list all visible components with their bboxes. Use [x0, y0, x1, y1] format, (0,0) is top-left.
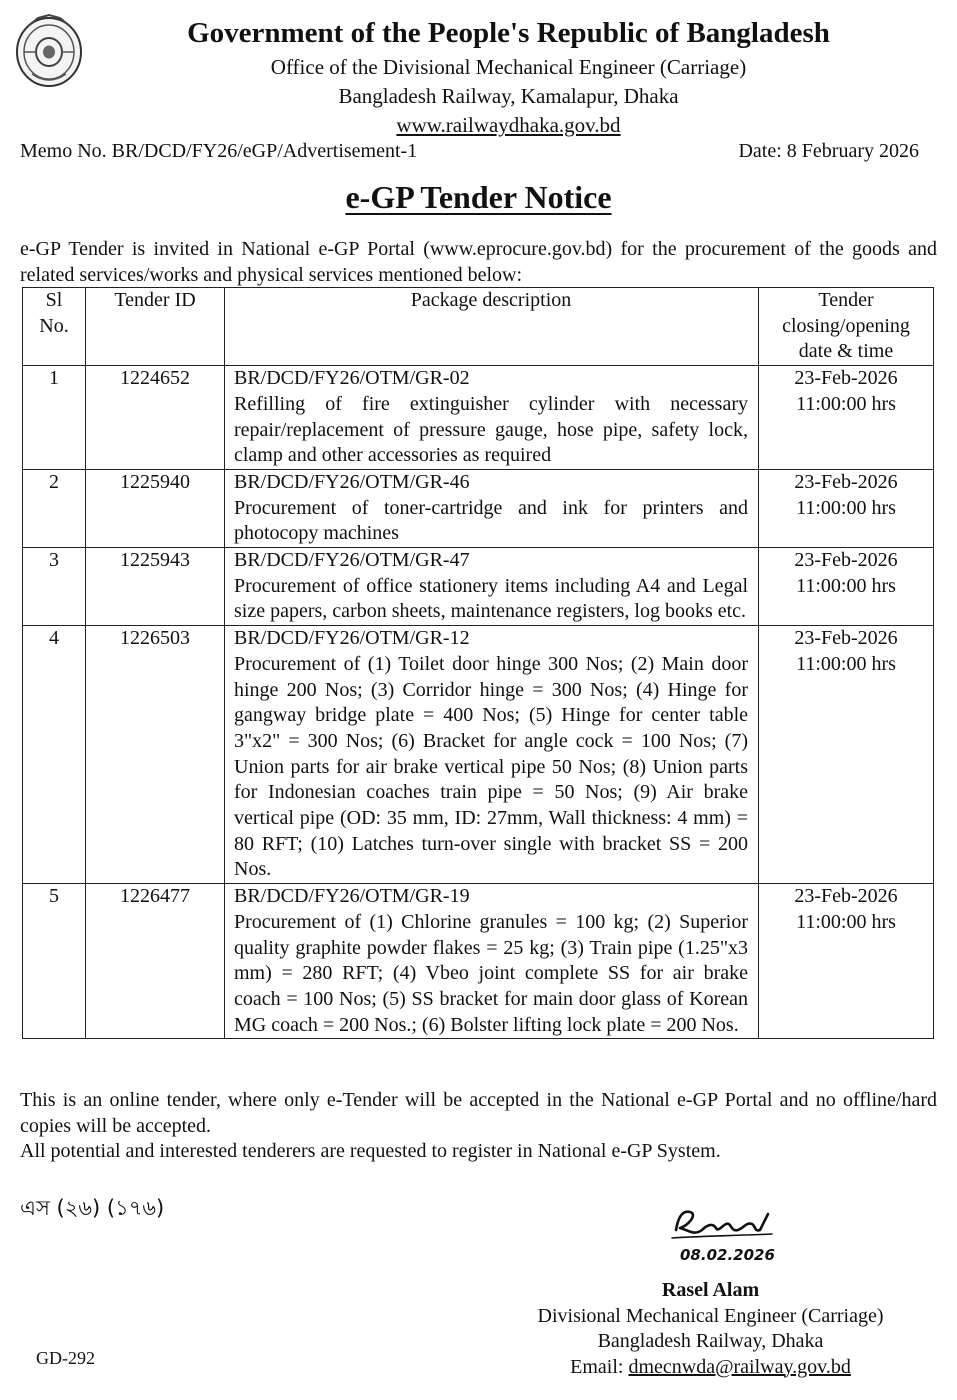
row-description [225, 884, 759, 1039]
row-sl: 3 [23, 548, 86, 626]
table-row [23, 469, 934, 547]
row-tender-id: 1226477 [86, 884, 225, 1039]
row-description [225, 548, 759, 626]
signatory-name: Rasel Alam [661, 1279, 760, 1301]
row-closing [759, 884, 934, 1039]
office-location: Bangladesh Railway, Kamalapur, Dhaka [338, 84, 679, 108]
website-link[interactable]: www.railwaydhaka.gov.bd [396, 113, 621, 137]
row-closing-date: 23-Feb-2026 [794, 627, 898, 650]
row-closing [759, 626, 934, 884]
row-sl: 2 [23, 469, 86, 547]
row-sl: 5 [23, 884, 86, 1039]
row-tender-id: 1224652 [86, 366, 225, 470]
row-package-text: Procurement of office stationery items including A4 and Legal size papers, carbon sheets, maintenance registers, log books etc. [234, 574, 748, 623]
header-sl: Sl No. [23, 288, 86, 366]
government-seal-icon [14, 12, 84, 88]
row-closing-time: 11:00:00 hrs [796, 910, 896, 933]
row-package-text: Procurement of (1) Toilet door hinge 300 Nos; (2) Main door hinge 200 Nos; (3) Corridor hinge = 300 Nos; (4) Hinge for gangway bridge plate = 400 Nos; (5) Hinge for center table 3"x2" = 300 Nos; (6) Bracket for angle cock = 100 Nos; (7) Union parts for air brake vertical pipe 50 Nos; (8) Union parts for Indonesian coaches train pipe = 50 Nos; (9) Air brake vertical pipe (OD: 35 mm, ID: 27mm, Wall thickness: 4 mm) = 80 RFT; (10) Latches turn-over single with bracket SS = 200 Nos. [234, 652, 748, 881]
row-package-code: BR/DCD/FY26/OTM/GR-46 [234, 470, 470, 493]
email-link[interactable]: dmecnwda@railway.gov.bd [628, 1355, 851, 1378]
row-closing [759, 366, 934, 470]
table-row [23, 884, 934, 1039]
row-tender-id: 1225940 [86, 469, 225, 547]
row-package-text: Procurement of toner-cartridge and ink for printers and photocopy machines [234, 496, 748, 545]
table-row [23, 626, 934, 884]
table-header-row [23, 288, 934, 366]
row-package-code: BR/DCD/FY26/OTM/GR-47 [234, 549, 470, 572]
notice-title [0, 176, 957, 218]
table-row [23, 366, 934, 470]
handwritten-signature [668, 1200, 798, 1268]
email-label: Email: [570, 1355, 629, 1378]
row-closing-time: 11:00:00 hrs [796, 574, 896, 597]
office-name: Office of the Divisional Mechanical Engineer (Carriage) [270, 55, 747, 79]
bangla-reference-code: এস (২৬) (১৭৬) [20, 1196, 165, 1220]
row-sl: 1 [23, 366, 86, 470]
row-package-code: BR/DCD/FY26/OTM/GR-19 [234, 885, 470, 908]
notice-title-text: e-GP Tender Notice [345, 179, 612, 215]
signatory-designation: Divisional Mechanical Engineer (Carriage) [537, 1304, 884, 1327]
row-closing-time: 11:00:00 hrs [796, 392, 896, 415]
row-closing-time: 11:00:00 hrs [796, 652, 896, 675]
row-package-code: BR/DCD/FY26/OTM/GR-02 [234, 367, 470, 390]
online-tender-note: This is an online tender, where only e-Tender will be accepted in the National e-GP Portal and no offline/hard copies will be accepted. [20, 1089, 937, 1137]
signatory-block [500, 1278, 921, 1380]
row-package-text: Procurement of (1) Chlorine granules = 100 kg; (2) Superior quality graphite powder flakes = 25 kg; (3) Train pipe (1.25"x3 mm) = 280 RFT; (4) Vbeo joint complete SS for air brake coach = 100 Nos; (5) SS bracket for main door glass of Korean MG coach = 200 Nos.; (6) Bolster lifting lock plate = 200 Nos. [234, 910, 748, 1036]
memo-number: Memo No. BR/DCD/FY26/eGP/Advertisement-1 [20, 140, 418, 162]
row-package-code: BR/DCD/FY26/OTM/GR-12 [234, 627, 470, 650]
footer-notes [20, 1088, 937, 1165]
row-closing [759, 548, 934, 626]
row-package-text: Refilling of fire extinguisher cylinder with necessary repair/replacement of pressure gauge, hose pipe, safety lock, clamp and other accessories as required [234, 392, 748, 467]
row-description [225, 469, 759, 547]
row-closing-date: 23-Feb-2026 [794, 549, 898, 572]
signatory-organization: Bangladesh Railway, Dhaka [597, 1330, 824, 1352]
row-description [225, 366, 759, 470]
row-closing-time: 11:00:00 hrs [796, 496, 896, 519]
row-closing [759, 469, 934, 547]
signatory-email [500, 1355, 921, 1381]
notice-date: Date: 8 February 2026 [738, 140, 919, 162]
header-closing: Tender closing/opening date & time [759, 288, 934, 366]
header-tender-id: Tender ID [86, 288, 225, 366]
row-description [225, 626, 759, 884]
row-closing-date: 23-Feb-2026 [794, 367, 898, 390]
row-tender-id: 1225943 [86, 548, 225, 626]
row-tender-id: 1226503 [86, 626, 225, 884]
gd-number: GD-292 [36, 1348, 95, 1368]
row-closing-date: 23-Feb-2026 [794, 885, 898, 908]
table-row [23, 548, 934, 626]
government-title: Government of the People's Republic of Bangladesh [187, 17, 830, 49]
row-closing-date: 23-Feb-2026 [794, 470, 898, 493]
header-description: Package description [225, 288, 759, 366]
signature-date: 08.02.2026 [680, 1246, 775, 1264]
row-sl: 4 [23, 626, 86, 884]
intro-paragraph: e-GP Tender is invited in National e-GP Portal (www.eprocure.gov.bd) for the procurement of the goods and related services/works and physical services mentioned below: [20, 238, 937, 286]
tender-table [22, 287, 934, 1039]
register-note: All potential and interested tenderers are requested to register in National e-GP System. [20, 1140, 721, 1162]
